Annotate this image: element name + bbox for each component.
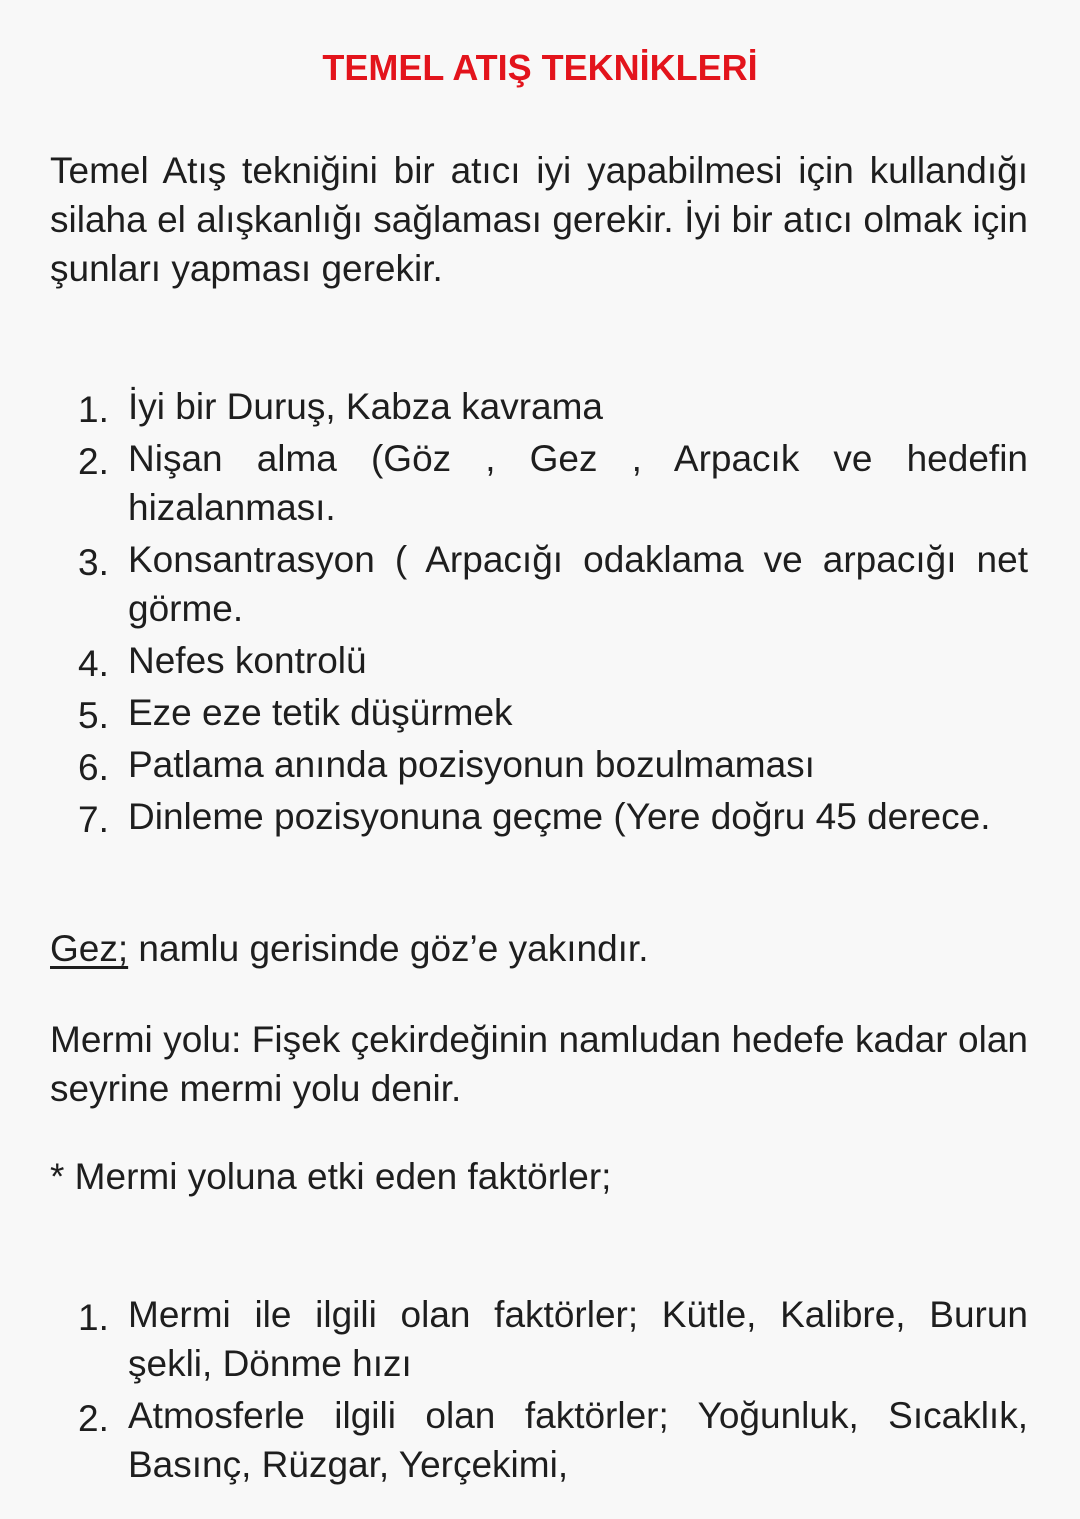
list-number: 5. [78, 695, 109, 736]
list-number: 2. [78, 441, 109, 482]
list-item-text: Nefes kontrolü [128, 640, 367, 681]
mermi-yolu-paragraph: Mermi yolu: Fişek çekirdeğinin namludan hedefe kadar olan seyrine mermi yolu denir. [50, 1019, 1028, 1109]
list-number: 3. [78, 542, 109, 583]
list-item-text: Dinleme pozisyonuna geçme (Yere doğru 45 derece. [128, 796, 991, 837]
gez-definition-text: namlu gerisinde göz’e yakındır. [128, 928, 649, 969]
list-item [78, 636, 1028, 685]
list-item [78, 434, 1028, 532]
list-item-text: Konsantrasyon ( Arpacığı odaklama ve arpacığı net görme. [128, 539, 1028, 629]
list-item [78, 740, 1028, 789]
list-item [78, 792, 1028, 841]
list-item [78, 688, 1028, 737]
list-item-text: Mermi ile ilgili olan faktörler; Kütle, Kalibre, Burun şekli, Dönme hızı [128, 1294, 1028, 1384]
gez-definition [50, 924, 1028, 973]
factors-heading: * Mermi yoluna etki eden faktörler; [50, 1156, 612, 1197]
list-item-text: İyi bir Duruş, Kabza kavrama [128, 386, 604, 427]
list-item-text: Atmosferle ilgili olan faktörler; Yoğunluk, Sıcaklık, Basınç, Rüzgar, Yerçekimi, [128, 1395, 1028, 1485]
list-number: 2. [78, 1398, 109, 1439]
list-item [78, 1391, 1028, 1489]
list-item [78, 382, 1028, 431]
intro-paragraph: Temel Atış tekniğini bir atıcı iyi yapabilmesi için kullandığı silaha el alışkanlığı sağlaması gerekir. İyi bir atıcı olmak için şunları yapması gerekir. [50, 150, 1028, 289]
list-number: 1. [78, 1297, 109, 1338]
list-item [78, 535, 1028, 633]
list-number: 4. [78, 643, 109, 684]
gez-term: Gez; [50, 928, 129, 969]
technique-steps-list [78, 382, 1028, 841]
list-item-text: Eze eze tetik düşürmek [128, 692, 513, 733]
factors-list [78, 1290, 1028, 1489]
list-item-text: Nişan alma (Göz , Gez , Arpacık ve hedefin hizalanması. [128, 438, 1028, 528]
document-title: TEMEL ATIŞ TEKNİKLERİ [322, 47, 758, 88]
list-number: 1. [78, 389, 109, 430]
list-number: 7. [78, 799, 109, 840]
list-number: 6. [78, 747, 109, 788]
list-item [78, 1290, 1028, 1388]
list-item-text: Patlama anında pozisyonun bozulmaması [128, 744, 815, 785]
